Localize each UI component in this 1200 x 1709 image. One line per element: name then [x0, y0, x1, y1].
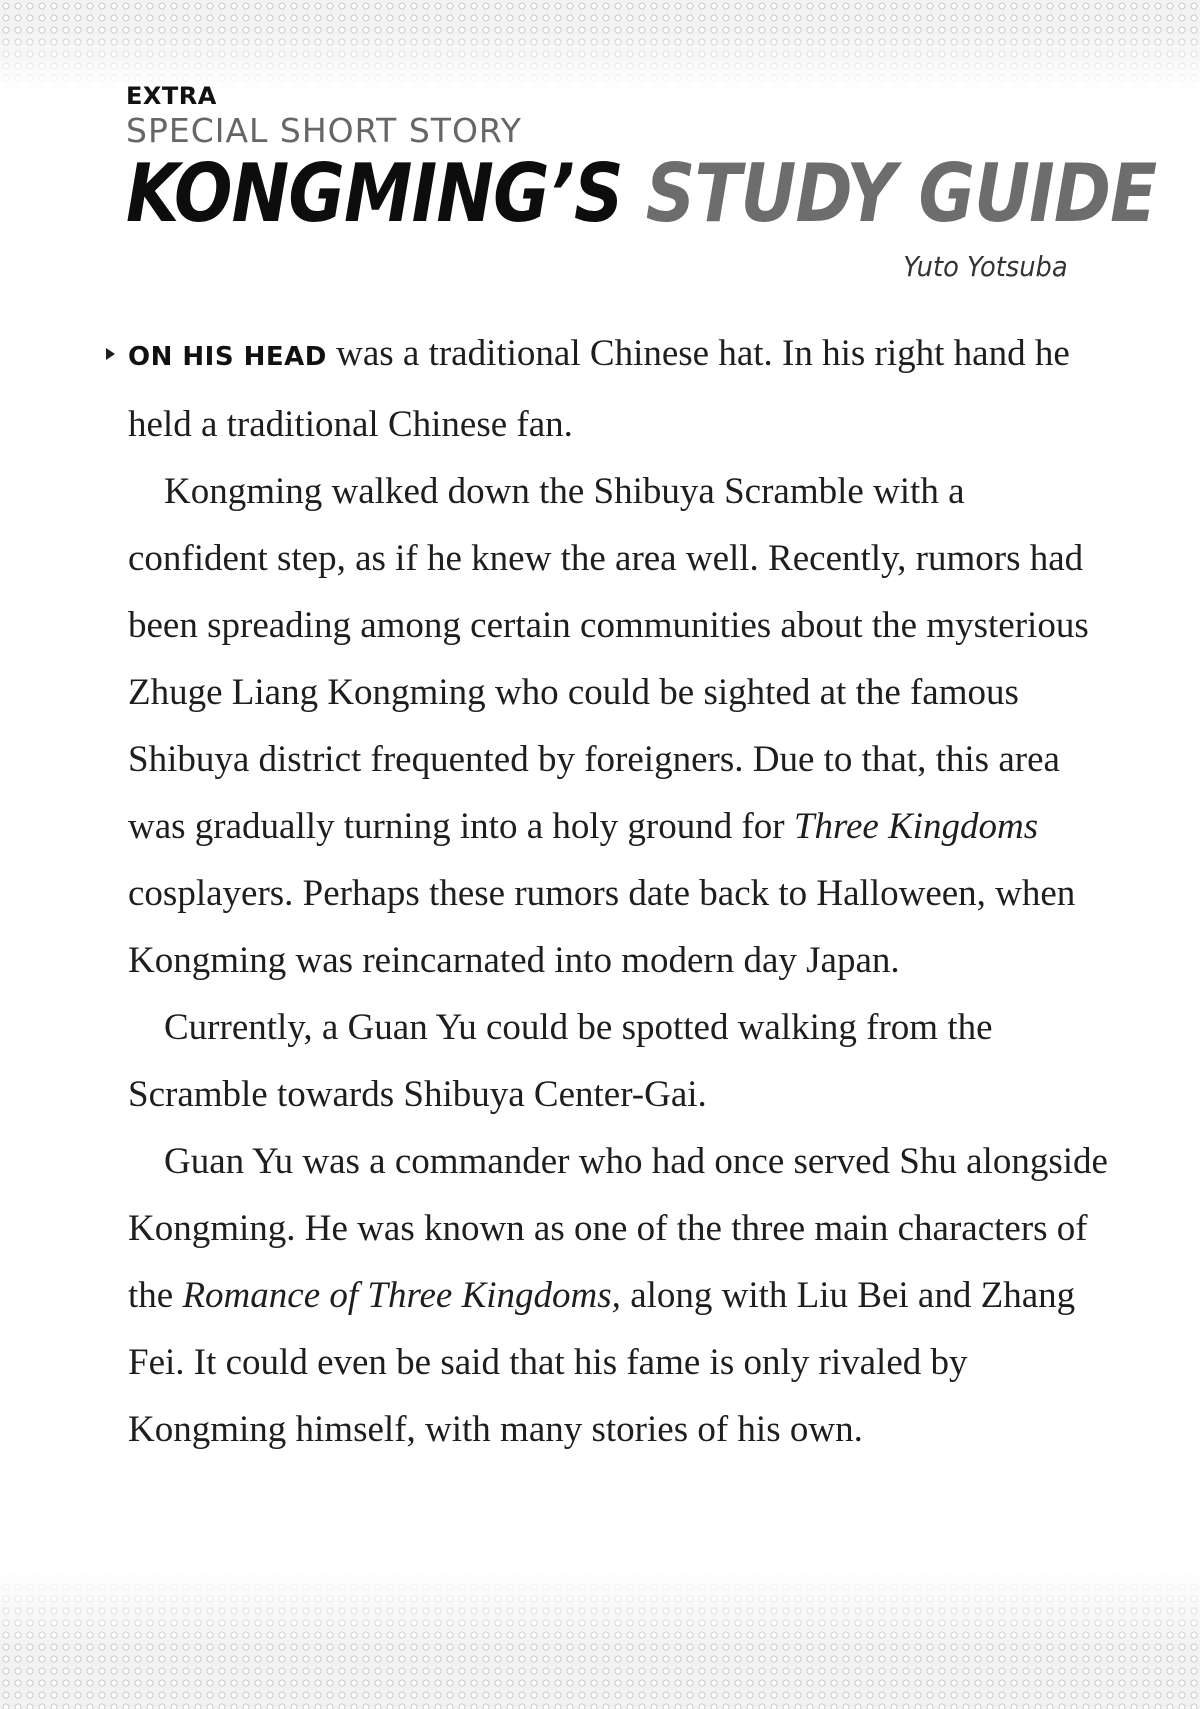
story-title	[126, 147, 1157, 240]
story-header	[126, 82, 1157, 283]
paragraph-2-title-italic: Three Kingdoms	[793, 806, 1039, 847]
paragraph-1	[128, 320, 1113, 458]
paragraph-3: Currently, a Guan Yu could be spotted walking from the Scramble towards Shibuya Center-Gai.	[128, 1007, 993, 1115]
story-title-part-2: STUDY GUIDE	[645, 147, 1157, 240]
paragraph-2-text-a: Kongming walked down the Shibuya Scramble with a confident step, as if he knew the area well. Recently, rumors had been spreading among certain communities about the mysterious Zhuge Liang Kongming who could be sighted at the famous Shibuya district frequented by foreigners. Due to that, this area was gradually turning into a holy ground for	[128, 471, 1089, 847]
paragraph-4-text-a: Guan Yu was a commander who had once served Shu alongside Kongming. He was known as one of the three main characters of the	[128, 1141, 1108, 1316]
paragraph-4	[128, 1128, 1113, 1463]
bottom-pattern-band	[0, 1569, 1200, 1709]
author-name: Yuto Yotsuba	[903, 250, 1068, 283]
lead-in-words: ON HIS HEAD	[128, 342, 327, 372]
paragraph-4-text-b: along with Liu Bei and Zhang Fei. It could even be said that his fame is only rivaled by Kongming himself, with many stories of his own.	[128, 1275, 1076, 1450]
series-label: SPECIAL SHORT STORY	[126, 111, 522, 150]
paragraph-2	[128, 458, 1113, 994]
story-title-part-1: KONGMING’S	[126, 147, 623, 240]
extra-label: EXTRA	[126, 82, 217, 110]
paragraph-4-title-italic: Romance of Three Kingdoms,	[182, 1275, 621, 1316]
lead-triangle-icon	[106, 348, 115, 360]
top-pattern-band	[0, 0, 1200, 92]
paragraph-2-text-b: cosplayers. Perhaps these rumors date back to Halloween, when Kongming was reincarnated into modern day Japan.	[128, 873, 1076, 981]
story-body	[128, 320, 1113, 1463]
paragraph-1-text: was a traditional Chinese hat. In his right hand he held a traditional Chinese fan.	[128, 333, 1070, 445]
